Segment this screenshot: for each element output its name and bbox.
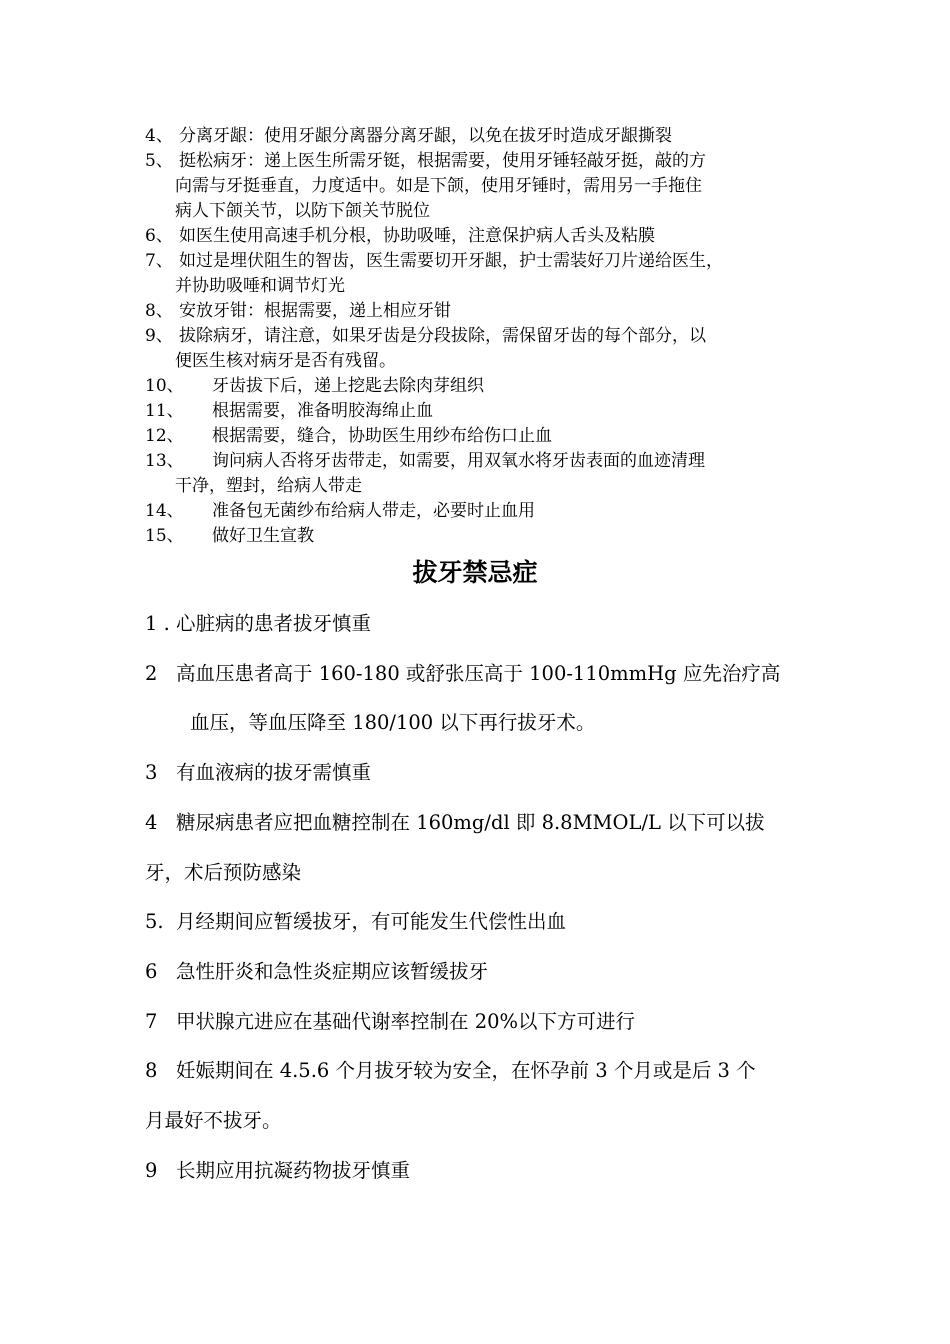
contraindication-line: 2 高血压患者高于 160-180 或舒张压高于 100-110mmHg 应先治疗高 [145,661,781,685]
contraindication-line: 7 甲状腺亢进应在基础代谢率控制在 20%以下方可进行 [145,1009,636,1033]
step-text-continued: 并协助吸唾和调节灯光 [175,276,345,296]
contraindications-list [145,599,825,1195]
step-item [145,149,835,224]
step-number: 4、 [145,126,173,146]
contraindication-line: 5. 月经期间应暂缓拔牙，有可能发生代偿性出血 [145,910,567,934]
step-item [145,224,835,249]
step-text-continued: 向需与牙挺垂直，力度适中。如是下颌，使用牙锤时，需用另一手拖住 [175,176,702,196]
contraindication-line: 6 急性肝炎和急性炎症期应该暂缓拔牙 [145,959,489,983]
step-text: 牙齿拔下后，递上挖匙去除肉芽组织 [212,376,484,396]
step-text: 根据需要，准备明胶海绵止血 [212,401,433,421]
step-number: 15、 [145,526,184,546]
procedure-steps-list [145,124,835,549]
step-item [145,249,835,299]
step-item [145,374,835,399]
step-item [145,524,835,549]
step-number: 5、 [145,151,173,171]
step-text: 挺松病牙：递上医生所需牙铤，根据需要，使用牙锤轻敲牙挺，敲的方 [179,151,706,171]
step-text: 如医生使用高速手机分根，协助吸唾，注意保护病人舌头及粘膜 [179,226,655,246]
step-number: 12、 [145,426,184,446]
contraindication-line-continued: 血压，等血压降至 180/100 以下再行拔牙术。 [190,711,596,735]
step-text: 如过是埋伏阻生的智齿，医生需要切开牙龈，护士需装好刀片递给医生， [179,251,723,271]
step-item [145,424,835,449]
contraindication-line: 4 糖尿病患者应把血糖控制在 160mg/dl 即 8.8MMOL/L 以下可以拔 [145,810,765,834]
step-item [145,299,835,324]
step-item [145,399,835,424]
step-text: 准备包无菌纱布给病人带走，必要时止血用 [212,501,535,521]
step-number: 9、 [145,326,173,346]
contraindication-line: 3 有血液病的拔牙需慎重 [145,761,372,785]
step-text: 分离牙龈：使用牙龈分离器分离牙龈，以免在拔牙时造成牙龈撕裂 [179,126,672,146]
contraindication-line: 8 妊娠期间在 4.5.6 个月拔牙较为安全，在怀孕前 3 个月或是后 3 个 [145,1059,756,1083]
step-text-continued: 便医生核对病牙是否有残留。 [175,351,396,371]
step-text: 安放牙钳：根据需要，递上相应牙钳 [179,301,451,321]
step-item [145,499,835,524]
contraindication-line-continued: 牙，术后预防感染 [145,860,302,884]
step-text: 做好卫生宣教 [212,526,314,546]
step-number: 14、 [145,501,184,521]
step-number: 11、 [145,401,184,421]
step-number: 6、 [145,226,173,246]
contraindication-line: 1 . 心脏病的患者拔牙慎重 [145,612,372,635]
step-text: 根据需要，缝合，协助医生用纱布给伤口止血 [212,426,552,446]
step-number: 10、 [145,376,184,396]
step-number: 7、 [145,251,173,271]
contraindication-line-continued: 月最好不拔牙。 [145,1109,282,1133]
step-item [145,449,835,499]
step-text-continued: 病人下颌关节，以防下颌关节脱位 [175,201,430,221]
step-number: 8、 [145,301,173,321]
step-item [145,124,835,149]
contraindication-line: 9 长期应用抗凝药物拔牙慎重 [145,1158,411,1182]
step-number: 13、 [145,451,184,471]
step-text-continued: 干净，塑封，给病人带走 [175,476,362,496]
step-text: 拔除病牙，请注意，如果牙齿是分段拔除，需保留牙齿的每个部分，以 [179,326,706,346]
step-item [145,324,835,374]
step-text: 询问病人否将牙齿带走，如需要，用双氧水将牙齿表面的血迹清理 [212,451,705,471]
contraindications-title: 拔牙禁忌症 [412,558,538,587]
